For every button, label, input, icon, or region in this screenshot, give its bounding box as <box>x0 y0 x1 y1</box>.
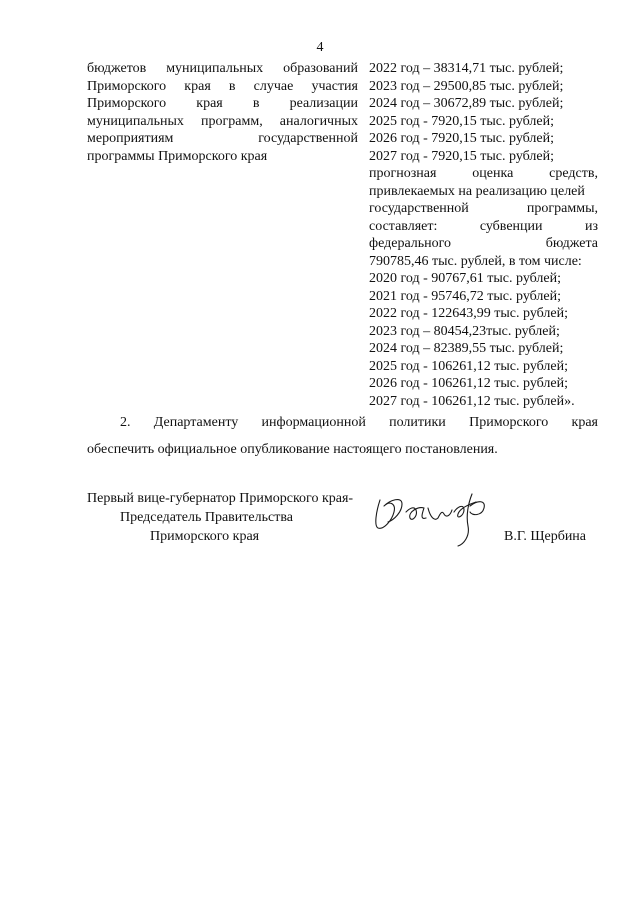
funding-source-description <box>87 60 358 165</box>
regional-year-line: 2025 год - 7920,15 тыс. рублей; <box>369 113 555 129</box>
forecast-line: прогнозная оценка средств, <box>369 166 598 181</box>
federal-year-line: 2021 год - 95746,72 тыс. рублей; <box>369 288 562 304</box>
signatory-title-line-1: Первый вице-губернатор Приморского края- <box>87 491 354 506</box>
funding-amounts <box>369 60 598 410</box>
signatory-name: В.Г. Щербина <box>504 529 587 544</box>
left-line: Приморского края в случае участия <box>87 78 358 94</box>
forecast-line: составляет: субвенции из <box>369 218 598 234</box>
left-line: мероприятиям государственной <box>87 131 358 146</box>
regional-year-line: 2026 год - 7920,15 тыс. рублей; <box>369 131 555 146</box>
regional-year-line: 2022 год – 38314,71 тыс. рублей; <box>369 61 564 76</box>
forecast-line: федерального бюджета <box>369 236 598 251</box>
federal-year-line: 2020 год - 90767,61 тыс. рублей; <box>369 271 562 286</box>
paragraph-2-line-1: 2. Департаменту информационной политики Приморского края <box>120 415 598 430</box>
left-line: программы Приморского края <box>87 148 268 164</box>
left-line: муниципальных программ, аналогичных <box>87 113 358 129</box>
federal-year-line: 2022 год - 122643,99 тыс. рублей; <box>369 306 569 321</box>
forecast-line: 790785,46 тыс. рублей, в том числе: <box>369 253 582 269</box>
paragraph-2 <box>87 409 598 463</box>
handwritten-signature <box>372 486 494 550</box>
paragraph-2-line-2: обеспечить официальное опубликование настоящего постановления. <box>87 442 498 457</box>
federal-year-line: 2025 год - 106261,12 тыс. рублей; <box>369 358 569 374</box>
forecast-line: государственной программы, <box>369 201 598 216</box>
federal-year-line: 2026 год - 106261,12 тыс. рублей; <box>369 376 569 391</box>
regional-year-line: 2027 год - 7920,15 тыс. рублей; <box>369 148 555 164</box>
regional-year-line: 2023 год – 29500,85 тыс. рублей; <box>369 78 564 94</box>
left-line: бюджетов муниципальных образований <box>87 61 358 76</box>
federal-year-line: 2024 год – 82389,55 тыс. рублей; <box>369 341 564 356</box>
signatory-title-line-3: Приморского края <box>150 529 260 544</box>
federal-year-line: 2023 год – 80454,23тыс. рублей; <box>369 323 560 339</box>
signatory-title-line-2: Председатель Правительства <box>120 510 293 525</box>
regional-year-line: 2024 год – 30672,89 тыс. рублей; <box>369 96 564 111</box>
federal-year-line: 2027 год - 106261,12 тыс. рублей». <box>369 393 575 409</box>
page-number: 4 <box>316 40 324 55</box>
forecast-line: привлекаемых на реализацию целей <box>369 183 585 199</box>
left-line: Приморского края в реализации <box>87 96 358 111</box>
